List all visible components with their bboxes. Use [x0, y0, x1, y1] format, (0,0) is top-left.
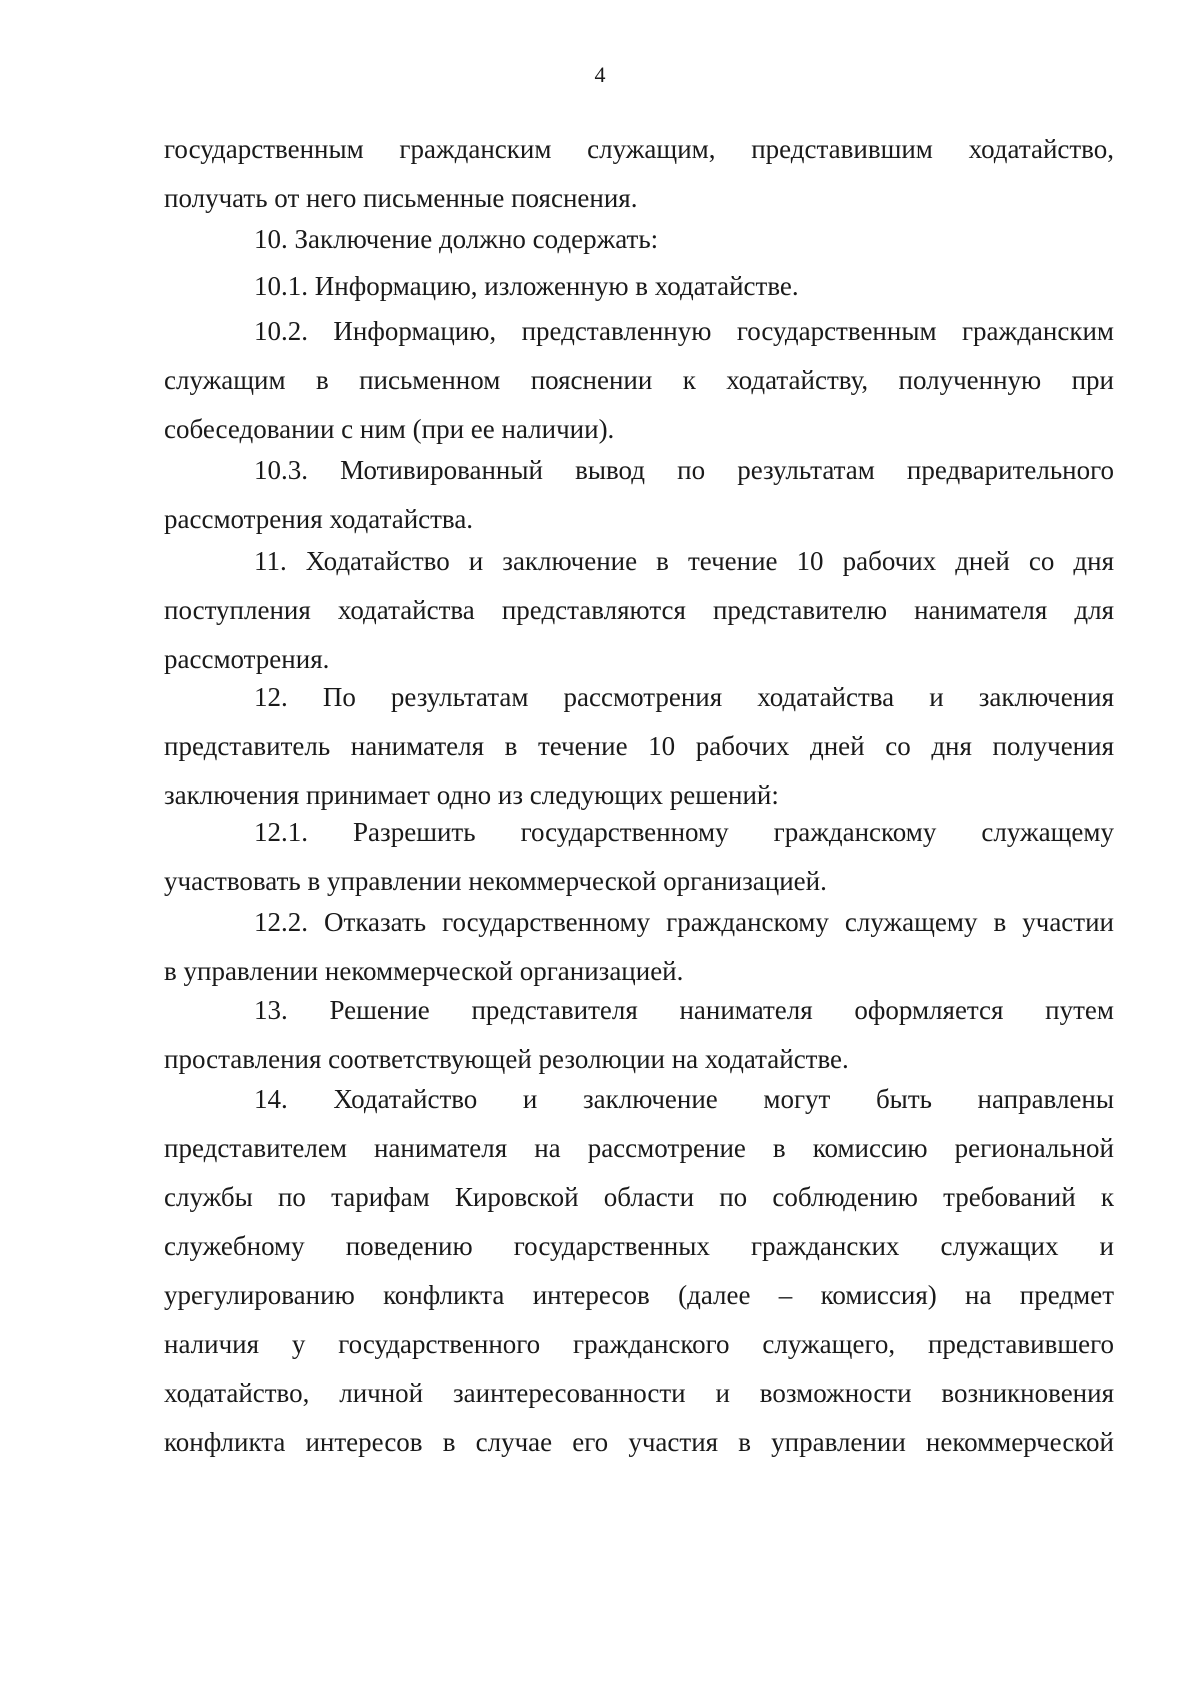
- text-line: 14. Ходатайство и заключение могут быть направлены: [254, 1084, 1114, 1114]
- text-line: рассмотрения ходатайства.: [164, 504, 474, 534]
- text-line: участвовать в управлении некоммерческой организацией.: [164, 866, 827, 896]
- text-line: служащим в письменном пояснении к ходатайству, полученную при: [164, 365, 1114, 395]
- text-line: 13. Решение представителя нанимателя оформляется путем: [254, 995, 1114, 1025]
- text-line: урегулированию конфликта интересов (далее – комиссия) на предмет: [164, 1280, 1114, 1310]
- text-line: службы по тарифам Кировской области по соблюдению требований к: [164, 1182, 1114, 1212]
- text-line: представитель нанимателя в течение 10 рабочих дней со дня получения: [164, 731, 1114, 761]
- text-line: конфликта интересов в случае его участия в управлении некоммерческой: [164, 1427, 1114, 1457]
- text-line: заключения принимает одно из следующих решений:: [164, 780, 779, 810]
- paragraph-14: [164, 1075, 1114, 1467]
- text-line: поступления ходатайства представляются представителю нанимателя для: [164, 595, 1114, 625]
- text-line: получать от него письменные пояснения.: [164, 183, 638, 213]
- page-number: 4: [594, 62, 606, 87]
- text-line: 10.2. Информацию, представленную государственным гражданским: [254, 316, 1114, 346]
- paragraph-13: [164, 986, 1114, 1084]
- text-line: представителем нанимателя на рассмотрение в комиссию региональной: [164, 1133, 1114, 1163]
- text-line: государственным гражданским служащим, представившим ходатайство,: [164, 134, 1114, 164]
- paragraph-12-2: [164, 898, 1114, 996]
- text-line: ходатайство, личной заинтересованности и возможности возникновения: [164, 1378, 1114, 1408]
- paragraph-10-1: [164, 262, 1114, 311]
- text-line: рассмотрения.: [164, 644, 330, 674]
- paragraph-10-3: [164, 446, 1114, 544]
- text-line: в управлении некоммерческой организацией.: [164, 956, 684, 986]
- text-line: наличия у государственного гражданского служащего, представившего: [164, 1329, 1114, 1359]
- text-line: 12.1. Разрешить государственному гражданскому служащему: [254, 817, 1114, 847]
- text-line: 10.1. Информацию, изложенную в ходатайстве.: [254, 271, 799, 301]
- paragraph-10: [164, 215, 1114, 264]
- text-line: служебному поведению государственных гражданских служащих и: [164, 1231, 1114, 1261]
- paragraph-12: [164, 673, 1114, 820]
- text-line: 10. Заключение должно содержать:: [254, 224, 659, 254]
- text-line: 12. По результатам рассмотрения ходатайства и заключения: [254, 682, 1114, 712]
- paragraph-10-2: [164, 307, 1114, 454]
- text-line: проставления соответствующей резолюции на ходатайстве.: [164, 1044, 849, 1074]
- text-line: 12.2. Отказать государственному гражданскому служащему в участии: [254, 907, 1114, 937]
- paragraph-11: [164, 537, 1114, 684]
- paragraph-continuation: [164, 125, 1114, 223]
- paragraph-12-1: [164, 808, 1114, 906]
- text-line: 11. Ходатайство и заключение в течение 10 рабочих дней со дня: [254, 546, 1114, 576]
- text-line: собеседовании с ним (при ее наличии).: [164, 414, 615, 444]
- text-line: 10.3. Мотивированный вывод по результатам предварительного: [254, 455, 1114, 485]
